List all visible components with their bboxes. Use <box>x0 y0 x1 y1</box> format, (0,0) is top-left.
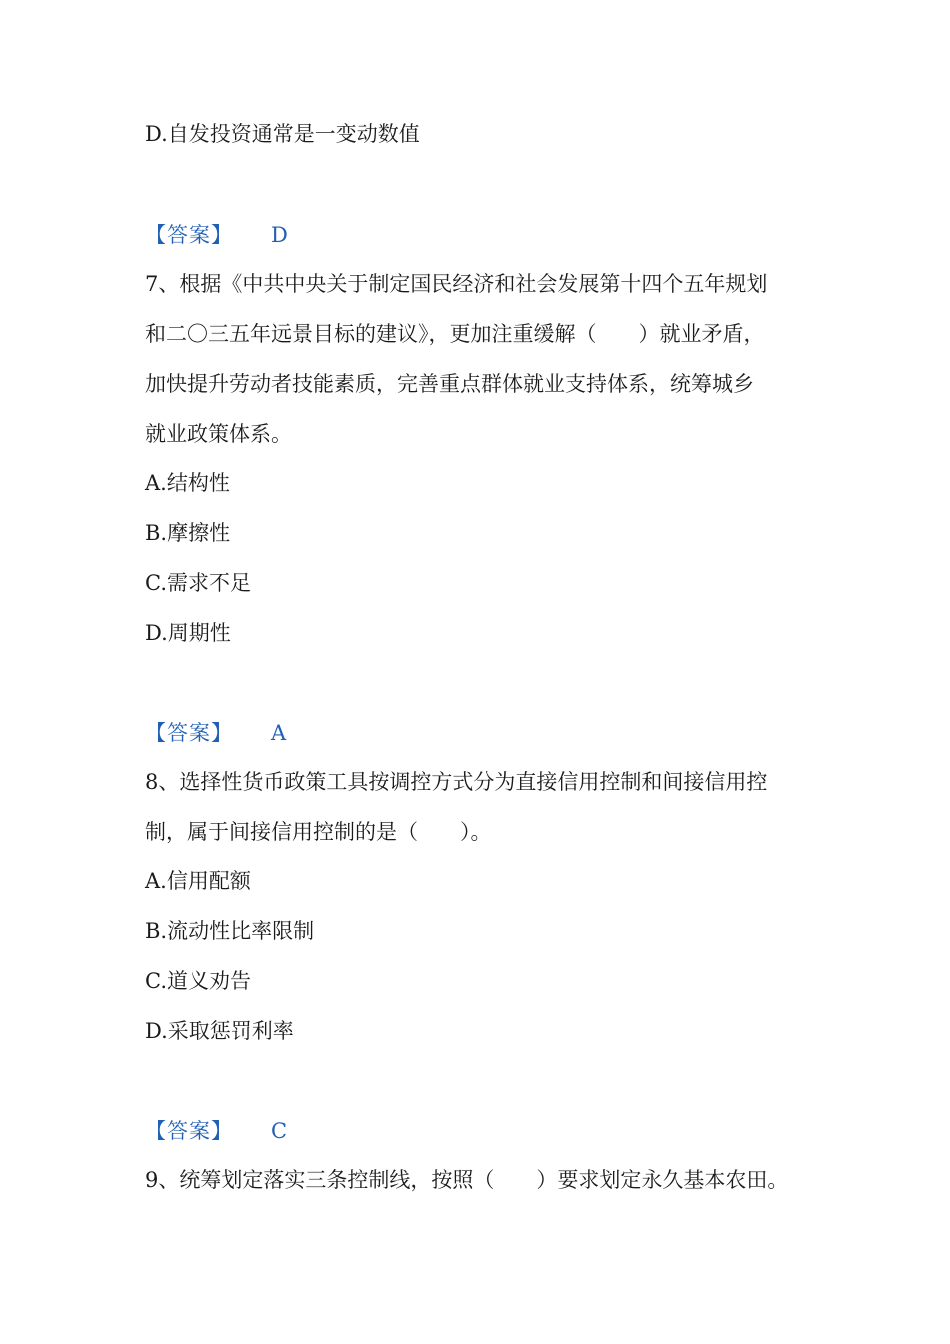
q9-stem-line-1: 9、统筹划定落实三条控制线，按照（ ）要求划定永久基本农田。 <box>145 1168 789 1192</box>
answer-letter: A <box>271 721 287 745</box>
q7-stem-line-3: 加快提升劳动者技能素质，完善重点群体就业支持体系，统筹城乡 <box>145 372 754 396</box>
q8-option-d: D.采取惩罚利率 <box>145 1019 294 1043</box>
q8-stem-line-1: 8、选择性货币政策工具按调控方式分为直接信用控制和间接信用控 <box>145 770 768 794</box>
answer-tag: 【答案】 <box>145 1119 233 1143</box>
q7-option-d: D.周期性 <box>145 621 231 645</box>
q6-option-d: D.自发投资通常是一变动数值 <box>145 122 420 146</box>
q8-stem-line-2: 制，属于间接信用控制的是（ ）。 <box>145 820 492 844</box>
answer-tag: 【答案】 <box>145 223 233 247</box>
q7-option-a: A.结构性 <box>145 471 230 495</box>
q7-option-c: C.需求不足 <box>145 571 251 595</box>
q7-option-b: B.摩擦性 <box>145 521 231 545</box>
q8-option-a: A.信用配额 <box>145 869 251 893</box>
q7-stem-line-4: 就业政策体系。 <box>145 422 292 446</box>
answer-letter: D <box>271 223 288 247</box>
q8-answer <box>145 1117 287 1145</box>
q8-option-b: B.流动性比率限制 <box>145 919 315 943</box>
q7-stem-line-2: 和二〇三五年远景目标的建议》，更加注重缓解（ ）就业矛盾， <box>145 322 765 346</box>
q7-answer <box>145 719 286 747</box>
q8-option-c: C.道义劝告 <box>145 969 251 993</box>
answer-tag: 【答案】 <box>145 721 233 745</box>
q7-stem-line-1: 7、根据《中共中央关于制定国民经济和社会发展第十四个五年规划 <box>145 272 768 296</box>
answer-letter: C <box>271 1119 288 1143</box>
q6-answer <box>145 221 288 249</box>
